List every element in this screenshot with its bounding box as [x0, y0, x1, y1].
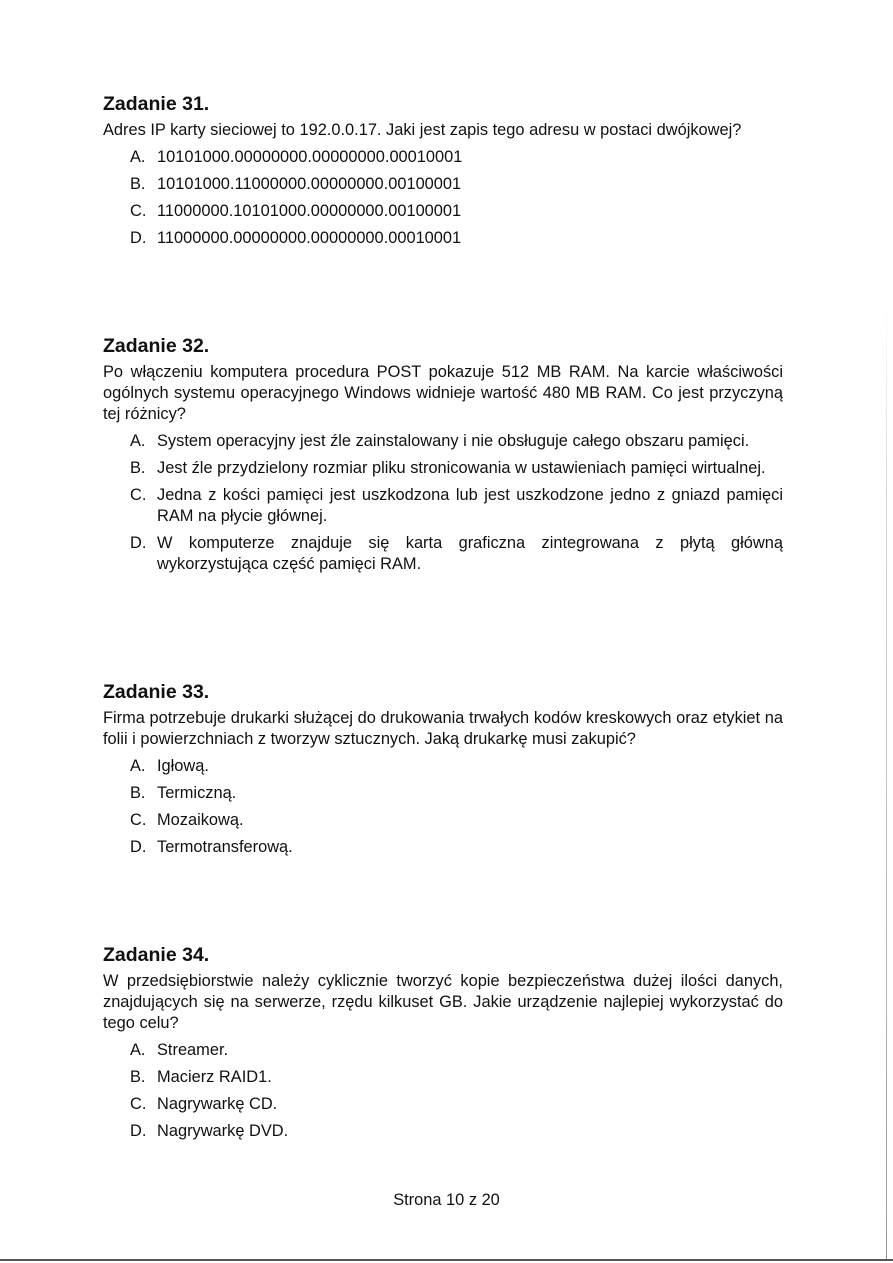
answer-text: Mozaikową. [157, 811, 244, 829]
answer-letter: A. [130, 148, 146, 166]
task-33 [103, 680, 783, 864]
answer-letter: D. [130, 229, 147, 247]
answer-text: Macierz RAID1. [157, 1068, 272, 1086]
answer-letter: A. [130, 432, 146, 450]
answer-option-a [130, 431, 783, 452]
answer-letter: B. [130, 175, 146, 193]
answer-text: Termotransferową. [157, 838, 293, 856]
answer-list [103, 431, 783, 575]
answer-text: Nagrywarkę DVD. [157, 1122, 289, 1140]
answer-option-b [130, 174, 783, 195]
task-title: Zadanie 34. [103, 944, 210, 966]
answer-letter: C. [130, 1095, 147, 1113]
answer-letter: B. [130, 459, 146, 477]
task-32 [103, 334, 783, 581]
answer-letter: A. [130, 1041, 146, 1059]
scan-edge-right [886, 300, 887, 1260]
answer-letter: D. [130, 534, 147, 552]
answer-option-c [130, 485, 783, 527]
answer-letter: D. [130, 1122, 147, 1140]
answer-option-a [130, 147, 783, 168]
answer-option-c [130, 201, 783, 222]
answer-list [103, 756, 783, 858]
answer-option-b [130, 783, 783, 804]
answer-text: W komputerze znajduje się karta graficzna zintegrowana z płytą główną wykorzystująca część pamięci RAM. [157, 534, 783, 573]
answer-option-d [130, 228, 783, 249]
answer-letter: C. [130, 486, 147, 504]
answer-letter: B. [130, 1068, 146, 1086]
answer-option-a [130, 756, 783, 777]
answer-text: 11000000.00000000.00000000.00010001 [157, 229, 462, 247]
answer-option-b [130, 1067, 783, 1088]
answer-option-d [130, 837, 783, 858]
answer-letter: A. [130, 757, 146, 775]
answer-text: Jest źle przydzielony rozmiar pliku stronicowania w ustawieniach pamięci wirtualnej. [157, 459, 766, 477]
answer-text: Nagrywarkę CD. [157, 1095, 278, 1113]
answer-letter: D. [130, 838, 147, 856]
task-34 [103, 943, 783, 1148]
answer-text: 10101000.11000000.00000000.00100001 [157, 175, 462, 193]
answer-list [103, 147, 783, 249]
task-question: W przedsiębiorstwie należy cyklicznie tworzyć kopie bezpieczeństwa dużej ilości danych, znajdujących się na serwerze, rzędu kilkuset GB. Jakie urządzenie najlepiej wykorzystać do tego celu? [103, 972, 783, 1032]
task-31 [103, 92, 783, 255]
answer-option-c [130, 1094, 783, 1115]
answer-letter: C. [130, 811, 147, 829]
answer-text: 11000000.10101000.00000000.00100001 [157, 202, 462, 220]
task-title: Zadanie 31. [103, 93, 210, 115]
answer-list [103, 1040, 783, 1142]
answer-text: Termiczną. [157, 784, 237, 802]
task-title: Zadanie 32. [103, 335, 210, 357]
page-number: Strona 10 z 20 [393, 1191, 500, 1209]
task-question: Firma potrzebuje drukarki służącej do drukowania trwałych kodów kreskowych oraz etykiet na folii i powierzchniach z tworzyw sztucznych. Jaką drukarkę musi zakupić? [103, 709, 783, 748]
answer-text: Igłową. [157, 757, 209, 775]
answer-option-d [130, 1121, 783, 1142]
answer-text: System operacyjny jest źle zainstalowany i nie obsługuje całego obszaru pamięci. [157, 432, 750, 450]
task-title: Zadanie 33. [103, 681, 210, 703]
answer-letter: B. [130, 784, 146, 802]
answer-option-c [130, 810, 783, 831]
scan-edge-bottom [0, 1259, 893, 1261]
task-question: Adres IP karty sieciowej to 192.0.0.17. Jaki jest zapis tego adresu w postaci dwójkowej? [103, 121, 742, 139]
answer-option-d [130, 533, 783, 575]
answer-option-a [130, 1040, 783, 1061]
answer-text: Jedna z kości pamięci jest uszkodzona lub jest uszkodzone jedno z gniazd pamięci RAM na płycie głównej. [157, 486, 783, 525]
answer-text: Streamer. [157, 1041, 229, 1059]
answer-option-b [130, 458, 783, 479]
task-question: Po włączeniu komputera procedura POST pokazuje 512 MB RAM. Na karcie właściwości ogólnych systemu operacyjnego Windows widnieje wartość 480 MB RAM. Co jest przyczyną tej różnicy? [103, 363, 783, 423]
answer-letter: C. [130, 202, 147, 220]
answer-text: 10101000.00000000.00000000.00010001 [157, 148, 463, 166]
